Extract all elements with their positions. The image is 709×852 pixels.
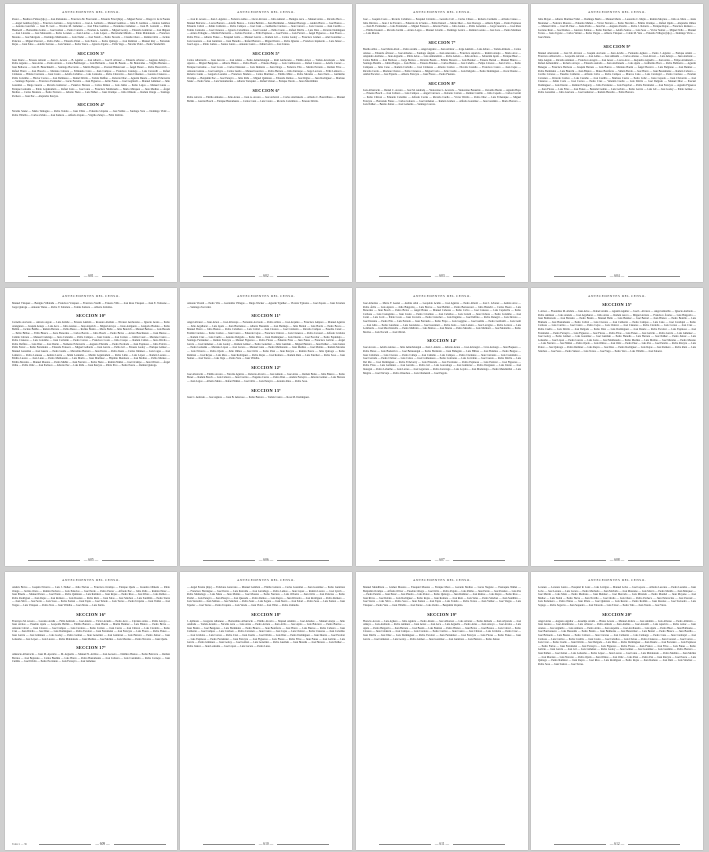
running-header: ANTECEDENTES DEL CENSO. xyxy=(237,294,295,298)
section-heading: SECCION 20ª xyxy=(602,611,632,617)
page-text-block xyxy=(363,302,521,566)
page-number: — 605 — xyxy=(12,558,170,562)
section-heading: SECCION 5ª xyxy=(252,50,280,56)
scanned-page xyxy=(531,572,703,850)
scanned-page xyxy=(5,572,177,850)
name-list-paragraph: Manuel Vázquez — Benigno Villafañe — Francisco Vázquez — Francisco Vasilli — Ernesto Villa — José Rosa Vásquez — Juan E. Vattuone — Jorge Quiroga — Antonio Weiss — Pedro V. Zabaleta — Tomás Zamora — Alberto Zeballos. xyxy=(12,302,170,309)
name-list-paragraph: Manuel Mendiburu — Gómez Moreno — Ezequiel Moreno — Enrique Mora — Gerardo Molina — Lucas Negrete — Eustaquio Núñez — Benjamín Ocampo — Alfredo Oliver — Eusebio Ortega — José Ortiz — Pedro Pagola — Luis Palma — Juan Pardo — José Paredes — Luis Paz — Pedro Peralta — Juan Pérez — José Pineda — Luis Ponce — Pedro Quiroga — Juan Ramírez — José Ramos — Luis Reyes — Pedro Ríos — Juan Rivas — José Robles — Luis Rodríguez — Pedro Rojas — Juan Romero — José Ruiz — Luis Salas — Pedro Sánchez — Juan Santillán — José Sierra — Luis Silva — Pedro Sosa — Juan Suárez — José Tapia — Luis Toledo — Pedro Torres — Juan Valdez — José Vargas — Luis Vázquez — Pedro Vera — Juan Villalba — José Zárate — Luis Zurita — Benjamín Urquiza. xyxy=(363,586,521,607)
name-list-paragraph: Amancio Albarracín — Juan M. Aparicio — M. Arguello — Manuel N. Arribas — José Ascoeta — Dalmiro Bustos — Pedro Balcarce — Ramón Barrios — José Bejarano — Carlos Biedma — Luis Bravo — Pedro Bustamante — José Cabrera — Luis Castañeda — Pedro Cornejo — Juan Cuitiño — José Dávila — Pedro Escalante — Luis Ferreyra — José Giménez. xyxy=(12,653,170,664)
running-header: ANTECEDENTES DEL CENSO. xyxy=(413,294,471,298)
name-list-paragraph: Pastor — Basilisco Fidias (hijo) — José Pamandes — Francisco M. Fiorovanti — Eduardo Fried (hijo) — Miguel Ferrer — Diego O. de la Fuente — Angel Gamboa (hijo) — Francisco Galiana — Jorge Gálvez — José A. Gallardo — Manuel Gamboa — Julio E. Gamboa — Isidoro Gamboa — Antonio Garófalo — Juan B. Gari — Nicolás M. Giménez — José Elías Gamboa — Estanislao Giménez — Juan H. Gottardi — Pablo Haskwell — Bernardino Galán — José Gómez — Pedro Carretto — Esteban A. Gentile — Miguel Godoy — Eduardo Gutiérrez — José Iñiguez — José Llorente — José Matossián — Pedro Lorenzo — Juan Lucino — Luis López — Bartolomé Mirada — Pablo Maldonado — Francisco Moreno — José Morgado — Domingo Maldonado — Luis Nader — José Natali — Pedro Noceda — Claudio Otero — Ramón Ortiz — Jacinto Palacios — Miguel Pascual — Pedro Peña — Eduardo Pérez — Luis Ponce — Pedro Quiroga — José Ramírez — Manuel Rey — Fernando Rojas — Juan Salas — Adolfo Serrano — Luis Suárez — Pedro Tanco — Ignacio Ugarte — Félix Vega — Nicolás Vidal — Pedro Vanderbilt. xyxy=(12,18,170,47)
section-heading: SECCION 13ª xyxy=(251,387,281,393)
page-text-block xyxy=(538,302,696,566)
name-list-paragraph: Antonio Vicenti — Pedro Vila — Gerónimo Villegas — Diego Wacker — Agustín Yguiñez — Vicente Yglesias — José Zapata — Juan Zavaleta — Santiago Zaccarini. xyxy=(187,302,345,309)
name-list-paragraph: Cornelio Acevedo — Aniceto Agote — Luis Aldabe — Ernesto Alemán — Rosauro Alemán — Nicanor Anchorena — Ignacio Arana — Pedro Aranguren — Joaquín Araujo — Luis Arce — Julio Arenas — Juan Argerich — Miguel Arroyo — Justo Astigueta — Gregorio Badano — Pedro Balbín — Jacinto Baliña — Ramón Barrera — Pablo Basso — Rufino Bazán — Mario Bello — Julio Bencich — Manuel Berisso — Luis Besada — Pablo Bilbao — Félix Blanco — Justo Bonorino — Carlos Borrás — Julio Bosch — Pedro Bravo — Arturo Buschiazzo — Juan Bustos — Camilo Cabrera — Manuel Cadelago — Justo Calandra — Pablo Campos — Juan Canale — José Carrizo — Julián Casal — Mariano Castro — Pedro Cisneros — Luis Colombo — Juan Corbalán — Pedro Correa — Francisco Costa — Julio Crespo — Ramón Cullen — Justo Dávila — Pedro Delfino — Luis Díaz — José Durán — Nemesio Echeverría — Augusto Elizalde — Pedro Escalada — Juan Espinosa — Julio Falcón — Pablo Ferrer — Pedro Fernández — Eduardo Fonseca — Miguel Gallardo — Juan García — Pablo Gil — Ernesto Godoy — Enrique Gómez — Manuel González — José Guerra — Pedro Guido — Marcelino Herrera — Juan Ibarra — Pedro Insúa — Carlos Jiménez — Luis Lagos — José Lamarca — Pedro Lanusse — Andrés Lastra — Julián Ledesma — Martín Leguizamón — Pedro Lima — Luis López — Ramón Lozano — Emilio Lucero — Juan Luna — Pedro Maldonado — Luis Marín — Juan Martínez — Hipólito Mendoza — José Molina — Pablo Montes — Emilio Morales — Manuel Moreno — Pedro Muñiz — Juan Navarro — Pedro Nieto — Ramón Núñez — José Ocampo — Juan Olivera — Ángel Oribe — Pablo Ortiz — José Pacheco — Alberto Paz — Luis Peña — Juan Pereyra — Pablo Pico — Pedro Ponce — Ramón Quiroga. xyxy=(12,321,170,368)
page-text-block xyxy=(187,18,345,282)
page-number: — 604 — xyxy=(538,274,696,278)
page-text-block xyxy=(363,18,521,282)
name-list-paragraph: — José R. Acosta — Juan J. Aguirre — Federico Aldao — Oscar Alvarez — Julio Amaral — Benigno Arce — Manuel Arias — Ricardo Baca — Manuel Balcarce — Lucas Barrera — Adolfo Barros — Carlos Beltrán — Juan Bermúdez — Manuel Borrego — Andrés Bravo — José Bustos — Eduardo Cabral — Julián Calderón — Pedro Campos — José Cané — Guillermo Cardoso — Juan Carrera — Luis Casares — Juan Castillo — Tomás Cernadas — José Cisneros — Ignacio Colombres — José Coronel — Pablo Cueto — Rafael Dávila — Luis Díaz — Ricardo Domínguez — Arturo Echagüe — Martín Echeverría — Jacinto Escobar — Félix Espinosa — José Farías — Luis Ferrari — Ángel Figueroa — José Flores — Pedro Frías — Alberto Funes — Ezequiel Gallo — Manuel García — Ramón Gil — Carlos Godoy — Francisco Gómez — Abel González — Luis Guerrero — José Gutiérrez — Juan Heredia — Rafael Herrera — Miguel Ibarra — Pedro Iglesias — Francisco Izquierdo — Luis Juárez — José Lagos — Pablo Lamas — Santos Lanza — Antonio Lastra — Julián Leiva — José Llanos. xyxy=(187,18,345,47)
page-text-block xyxy=(12,18,170,282)
signature-imprint: Tomo I. — 39 xyxy=(12,843,27,846)
running-header: ANTECEDENTES DEL CENSO. xyxy=(62,10,120,14)
name-list-paragraph: Manuel Aberastain — José M. Álvarez — Joaquín Acevedo — Juan Acuña — Fernando Agüero — Pedro J. Aguirre — Enrique Alaniz — Francisco Albarracín — Leopoldo Alcaraz — José Aldao — José Almeida — Carlos Alonso — José Alvear — Luis Amaya — Juan Andrade — Julio Angulo — Ricardo Antúnez — Francisco Aragón — José Araoz — Lucas Arce — Alejandro Arguello — Juan Arias — Felipe Arismendi — Rafael Armendáriz — Roberto Arroyo — Eduardo Astrada — Juan Avellaneda — Luis Ayala — Guillermo Baca — Pedro Balbastro — Agustín Banegas — Francisco Barboza — Joaquín Barreto — Luis Barros — Mariano Bazán — Ángel Becerra — Luis Belgrano — José Benítez — Pedro Bermúdez — Luis Bianchi — Juan Blanco — Mateo Bonifacio — Simón Borda — José Bravo — Juan Bustamante — Ramón Cabrera — Cecilio Cáceres — Eusebio Calderón — Alfredo Calvo — Pedro Campos — Marcos Cano — Luis Carabajal — Pedro Cardozo — Esteban Carranza — Ricardo Carrizo — Luis Castaño — José Castillo — Mariano Castro — Pedro Celiz — Justo Cepeda — Juan Chavarría — José Cisneros — Julián Coria — José Correa — Pedro Cruz — Valentín Cuello — Luis Dávila — José Delgado — Manuel Díaz — Pascual Domínguez — Luis Duarte — Ramón Echegaray — Julio Escalante — Luis Esquivel — Pablo Fernández — José Ferreyra — Agustín Figueroa — Juan Flores — Luis Frías — José Funes — Bernabé Gaitán — Luis Galván — Pedro García — Luis Gil — José Godoy — Pablo Gómez — Pedro González — Julio Guevara — José Gutiérrez — Ramón Heredia — Pablo Herrera. xyxy=(538,51,696,95)
section-heading: SECCION 14ª xyxy=(427,338,457,344)
name-list-paragraph: Carlos Albarracín — Juan Alcorta — José Alsina — Pedro Amuchástegui — Raúl Anchorena — Emilio Aráoz — Tomás Arredondo — Julio Ayerza — Miguel Bengolea — Alberto Blanco — Pedro Bosch — Ernesto Bunge — Luis Cambaceres — Rafael Casares — Adolfo Castex — Enrique Cernadas — José Costa — Carlos Daireaux — Luis Demaría — Juan Drago — Federico Elía — Martín Estrada — Ramón Frías — Antonio Gainza — José Garrigós — Carlos Guido — Manuel Guerrico — Pedro Herrera — Julio Iturraspe — Jorge Lacroze — Félix Lamarca — Roberto Lanús — Gregorio Lezama — Francisco Madero — Carlos Martínez — Emilio Mitre — Pedro Morales — Juan Naón — Guillermo Ocampo — Benjamín Paz — José Pereyra — Julio Peña — Miguel Quintana — Eduardo Ramos — José Riglos — Juan Rodríguez — Mariano Sáenz — Pedro Salas — Luis Santamarina — Alberto Tornquist — Rafael Unzué — Enrique Varela — Juan Zuberbühler. xyxy=(187,58,345,84)
page-text-block xyxy=(538,18,696,282)
page-text-block xyxy=(363,586,521,850)
section-heading: SECCION 7ª xyxy=(428,39,456,45)
scanned-page xyxy=(356,288,528,566)
page-number: — 601 — xyxy=(12,274,170,278)
name-list-paragraph: — Ángel Ezeiza (hijo) — Feliciano Garavano — Manuel Gambón — Emilio Galarza — Carlos González — Juan González — Pedro Gutiérrez — Francisco Harriague — José Ibarra — Luis Iturralde — José Larrañaga — Pedro Lemos — Juan López — Ramón Lucero — José Lynch — Pedro Madariaga — Luis Maza — Juan Molina — José Moreno — Pedro Nevares — Luis Oliveira — Juan Ortiz — José Palacios — Pedro Pardal — Luis Pereyra — Juan Pineyro — José Quesada — Pedro Ramos — Luis Reyes — Juan Rivarola — José Rodríguez — Pedro Romero — Luis Saavedra — Juan Salinas — José Sánchez — Pedro Sanz — Luis Segura — Juan Sierra — José Solari — Pedro Sosa — Luis Suárez — Juan Tejedor — José Torres — Pedro Urquiza — Luis Varela — Juan Vidal — José Villar — Pedro Zamudio. xyxy=(187,586,345,607)
name-list-paragraph: Francisco M. Acosta — Lorenzo Acuña — Félix Andrada — José Antelo — Víctor Aranda — Pedro Arce — Cipriano Arias — Pablo Arroyo — Juan Ávalos — Eusebio Ayala — Leopoldo Balbín — Emilio Barrera — Juan Bazán — Martín Benítez — Luis Blanco — Pedro Bravo — Antonio Cabral — Juan Cáceres — José Campos — Luis Cardozo — Pedro Carrizo — Juan Castro — José Chávez — Luis Córdoba — Pedro Cruz — Juan Dávila — José Díaz — Luis Domínguez — Pedro Escobar — Juan Fernández — José Ferreyra — Luis Flores — Pedro Funes — Juan García — José Giménez — Luis Godoy — Pedro Gómez — Juan González — José Gutiérrez — Luis Herrera — Pedro Juárez — Juan Ledesma — José López — Luis Lucero — Pedro Maldonado — Juan Medina — José Molina — Luis Morales — Pedro Navarro — Juan Ojeda. xyxy=(12,619,170,641)
section-heading: SECCION 4ª xyxy=(77,102,105,108)
section-heading: SECCION 18ª xyxy=(251,611,281,617)
name-list-paragraph: Nicolás Sáenz — Mario Tamagno — Pedro Toledo — Juan Ullúa — Eduardo Urquiza — José Valdés — Santiago Vera — Domingo Vidal — Pedro Villalba — Carlos Zabala — José Zamora — Alfredo Zapata — Virgilio Zelaya — Félix Zubiría. xyxy=(12,110,170,117)
name-list-paragraph: Andrés Bravo — Joaquín Navarro — Luis J. Nuñez — Julio Nievas — Francisco Ocampo — Enrique Ojeda — Lisandro Olmedo — Pablo Ortega — Jacinto Otero — Ramón Pacheco — Luis Palacios — José Pardo — Pedro Pastor — Alfredo Paz — Julio Peña — Ramón Pérez — Juan Pineda — Manuel Ponce — José Prado — Pedro Quintana — Luis Ramírez — Juan Reyes — Pedro Ríos — José Rivas — Luis Robles — Pedro Rodríguez — Juan Rojas — José Romero — Luis Rosales — Pedro Ruiz — Juan Salas — José Sánchez — Luis Santillán — Pedro Sierra — Juan Silva — José Soria — Luis Sosa — Pedro Suárez — Juan Tapia — José Toledo — Luis Torres — Pedro Urquiza — Juan Valdez — José Vargas — Luis Vázquez — Pedro Vera — Juan Villalba — José Zárate — Luis Zurita. xyxy=(12,586,170,607)
running-header: ANTECEDENTES DEL CENSO. xyxy=(413,10,471,14)
scanned-page xyxy=(5,4,177,282)
name-list-paragraph: Lorenzo — Lorenzo Lanza — Ezequiel R. Lanz — Luis Lavigna — Manuel Leiva — José Lepore — Alfredo Lescano — Pedro Lezama — Juan Lobo — José Lozano — Luis Lucero — Pedro Machado — Juan Malvido — José Manzano — Luis Marcó — Pedro Mariño — Juan Márquez — José Martín — Luis Mata — Pedro Medrano — Juan Méndez — José Mercado — Luis Miranda — Pedro Montiel — Juan Moyano — José Muñoz — Luis Nadal — Pedro Nieva — Juan Novillo — José Oroño — Luis Otero — Pedro Pacheco — Juan Palavecino — José Pascual — Luis Pedernera — Pedro Pintos — Juan Prieto — José Quintero — Luis Rearte — Pedro Roldán — Juan Rosales — José Saavedra — Luis Sayago — Pedro Segovia — Juan Sequeira — José Taborda — Luis Tévez — Pedro Tula — Juan Varela — José Viera. xyxy=(538,586,696,607)
section-heading: SECCION 16ª xyxy=(76,611,106,617)
page-text-block xyxy=(12,586,170,850)
name-list-paragraph: Horacio Acosta — Luis Agüero — Julio Aguirre — Pedro Alanís — José Albornoz — Luis Alcaraz — Pedro Almada — Juan Alvarado — José Amaya — Luis Andrada — Pedro Antúnez — Juan Aráoz — José Arce — Luis Arguello — Pedro Arias — Juan Arroyo — José Ávalos — Luis Ayala — Pedro Baigorria — Juan Barrera — José Bazán — Luis Benítez — Pedro Blanco — Juan Bravo — José Bustos — Luis Cabral — Pedro Cáceres — Juan Calderón — José Campos — Luis Cardozo — Pedro Carrizo — Juan Castro — José Chávez — Luis Córdoba — Pedro Cruz — Juan Dávila — José Díaz — Luis Domínguez — Pedro Escobar — Juan Fernández — José Ferreyra — Luis Flores — Pedro Funes — Juan García — José Giménez — Luis Godoy — Pedro Gómez — Juan González — José Gutiérrez — Luis Herrera — Pedro Juárez. xyxy=(363,619,521,641)
section-heading: SECCION 9ª xyxy=(603,43,631,49)
name-list-paragraph: Juan C. Andrade — José Agüero — Juan B. Amoroso — Pedro Barrera — Tomás Castro — Rosa M. Domínguez. xyxy=(187,395,310,399)
name-list-paragraph: José Abarracín — Emilio Acosta — Nicolás Aguirre — Roberto Alcorta — José Amado — José Arias — Ramón Balsa — Julio Bianco — Pedro Bonet — Ramón Bosch — Luis Cabrera — Juan Carrizo — Eugenio Castro — Pedro Díaz — Andrés Ferreyra — Alberto Gómez — Luis Herrera — Juan Lagos — Alberto Mena — Rafael Núñez — José Ortiz — Luis Pereyra — Antonio Ríos — Pedro Sosa. xyxy=(187,372,345,383)
running-header: ANTECEDENTES DEL CENSO. xyxy=(588,578,646,582)
name-list-paragraph: Ángel Arias — Augusto Aguilar — Anselmo Acuña — Bruno Acosta — Manuel Aldaco — José Alemán — Luis Alfonso — Pedro Almirón — Juan Alonso — José Altamirano — Luis Álvarez — Pedro Amado — Juan Andino — José Ansaldi — Luis Aparicio — Pedro Aráoz — Juan Arenas — José Argüello — Luis Armesto — Pedro Arrúa — Juan Aspeitia — José Avellaneda — Luis Ayala — Pedro Báez — Juan Balbuena — José Barrionuevo — Luis Basualdo — Pedro Bazán — Juan Belmonte — José Benavídez — Luis Bernal — Pedro Blanco — Juan Bonilla — José Brizuela — Luis Bustos — Pedro Cabrera — Juan Cáceres — José Calderón — Luis Camargo — Pedro Cano — Juan Carabajal — José Cardozo — Luis Carrizo — Pedro Castillo — Juan Castro — José Ceballos — Luis Chaves — Pedro Cisneros — Juan Coronel — José Correa — Luis Cruz — Pedro Cuello — Juan Dávila — José Delgado — Luis Díaz — Pedro Domínguez — Juan Duarte — José Escudero — Luis Espinosa — Pedro Farías — Juan Fernández — José Ferreyra — Luis Figueroa — Pedro Flores — Juan Franco — José Frías — Luis Funes — Pedro Galván — Juan García — José Gil — Luis Giménez — Pedro Godoy — Juan Gómez — José González — Luis Guzmán — Pedro Herrera — Juan Ibáñez — José Juárez — Luis Ledesma — Pedro López — Juan Lucero — José Luna — Luis Maldonado — Pedro Medina — Juan Molina — José Morales — Luis Navarro — Pedro Ojeda — Juan Olmos — José Ortiz — Luis Páez — Pedro Paz — Juan Pereyra — José Ponce — Luis Quiroga — Pedro Ramírez — Juan Reyes — José Ríos — Luis Rodríguez — Pedro Rojas — Juan Romero — José Ruiz — Luis Sánchez — Pedro Sosa — Juan Suárez — José Torres. xyxy=(538,619,696,666)
running-header: ANTECEDENTES DEL CENSO. xyxy=(62,294,120,298)
name-list-paragraph: José Acosta — Adolfo Alonso — Julio Amuchástegui — Juan J. Antelo — Alberto Arana — José Aristegui — Cruz Arzuaga — Juan Baquero — Pedro Bares — Luis Bazterrica — José Belaustegui — Pedro Beristain — Juan Bidegain — Luis Bilbao — José Bolaños — Pedro Burgos — Juan Caballero — Luis Cáceres — Pedro Calleja — José Camaño — Luis Campos — Pedro Cárdenas — Juan Carranza — Luis Castañeda — José Cerrudo — Pedro Chávez — Luis Cobos — José Colmenares — Pedro Contreras — Luis Corvalán — José Cuesta — Pedro Dávila — Luis Del Río — José Domínguez — Pedro Echeverry — Luis Elizondo — José Escalante — Pedro Espinosa — Luis Estévez — José Figueroa — Pedro Frías — Luis Galíndez — José Garrido — Pedro Gil — Luis Gorostiaga — José Gutiérrez — Pedro Ibarguren — Luis Iriarte — José Jáuregui — Pedro Labarthe — Luis Larrea — José Legarreta — Pedro Lizarraga — Luis Loyola — José Madariaga — Pedro Mendizábal — Luis Mugica — José Narvaja — Pedro Olaechea — Luis Otamendi — José Pagola. xyxy=(363,346,521,375)
scanned-page xyxy=(531,288,703,566)
name-list-paragraph: J. Aráoz — Florentino M. Abdala — Juan Arias — Rafael Acuña — Agustín Aguilar — José L. Álvarez — Ángel Amarillo — Ignacio Andrada — Pedro Antúnez — Luis Aranda — José Argañaraz — Julio Arias — Ramón Aroca — Miguel Arrieta — Francisco Ávalos — Luis Baigorria — Juan Balmaceda — José Barreiro — Pedro Bazán — Manuel Bello — Luis Benítez — José Bernal — Juan Blanco — Pedro Bonilla — Luis Brizuela — José Bustamante — Pedro Cabral — Luis Cáceres — José Calderón — Pedro Campos — Luis Cano — José Carabajal — Pedro Cardozo — Luis Carrizo — José Castro — Pedro Cejas — Luis Chávez — José Cisneros — Pedro Córdoba — Luis Correa — José Cruz — Pedro Cuello — Luis Dávila — José Delgado — Pedro Díaz — Luis Domínguez — José Duarte — Pedro Escobar — Luis Espinosa — José Fernández — Pedro Ferreyra — Luis Figueroa — José Flores — Pedro Frías — Luis Funes — José Galván — Pedro García — Luis Giménez — José Godoy — Pedro Gómez — Luis González — José Guzmán — Pedro Heredia — Luis Herrera — José Ibáñez — Pedro Juárez — Luis Ledesma — José López — Pedro Lucero — Luis Luna — José Maldonado — Pedro Medina — Luis Molina — José Morales — Pedro Moreno — Luis Navarro — José Núñez — Pedro Ojeda — Luis Olmos — José Ortiz — Pedro Páez — Luis Paz — José Peralta — Pedro Pereyra — Luis Ponce — José Quiroga — Pedro Ramírez — Luis Reyes — José Ríos — Pedro Rodríguez — Luis Rojas — José Romero — Pedro Ruiz — Luis Sánchez — José Sosa — Pedro Suárez — Luis Torres — José Vega — Pedro Vera — Luis Villalba — José Zalazar. xyxy=(538,310,696,353)
running-header: ANTECEDENTES DEL CENSO. xyxy=(237,578,295,582)
running-header: ANTECEDENTES DEL CENSO. xyxy=(588,294,646,298)
scanned-page xyxy=(180,4,352,282)
section-heading: SECCION 15ª xyxy=(602,302,632,307)
name-list-paragraph: Basilio Abba — José María Abad — Pedro Acuña — Angel Aguirre — Juan Alcázar — Jorge Alemán — Luis Alfaro — Tomás Almada — Carlos Alonso — Eduardo Álvarez — José Amadeo — Santiago Ángulo — Juan Anzorena — Francisco Aparicio — Ramón Araujo — Mario Arce — Alejandro Arellano — Juan Arguello — Pablo Arias — Luis Armendáriz — Pedro Arrieta — Julio Avalos — Sebastián Ayala — Enrique Báez — Carlos Balbín — José Barbosa — Jorge Barrios — Ricardo Bazán — Emilio Becerra — Luis Benítez — Ernesto Bernal — Manuel Blanco — Santiago Bonilla — Julián Borges — Luis Bravo — Ernesto Briones — Carlos Bustos — José Cabello — Felipe Cáceres — Juan Calvo — Pedro Campana — Julio Cano — Ramón Carballo — José Cárdenas — Alberto Carrizo — Nicolás Castaño — Francisco Castro — Juan Cejas — Ricardo Cerda — Mariano Chaves — Pablo Cisneros — Miguel Coria — Julio Cuello — Luis Delgado — Pedro Domínguez — Oscar Duarte — Aníbal Escobar — José Fajardo — Alberto Ferreyra — Juan Flores — Pedro Fuentes. xyxy=(363,47,521,77)
scanned-page xyxy=(180,572,352,850)
page-number: — 607 — xyxy=(363,558,521,562)
page-number: — 610 — xyxy=(187,842,345,846)
page-number: — 602 — xyxy=(187,274,345,278)
name-list-paragraph: Ángel Alvarez — Juan Aráoz — José Albarapa — Fernando Acevedo — Pedro Alfaro — José Arquino — Francisco Amparo — Manuel Aguirre — Julio Argañaraz — Luis Ayala — Juan Barrientos — Alberto Basualdo — José Bermejo — Julio Bernal — Luis Borda — Pedro Bosco — Manuel Bravo — Julio Bustos — Pedro Caballero — Luis Cabral — Juan Cáceres — José Calderón — Ricardo Campos — Eusebio Canal — Fermín Cardozo — Pedro Carrizo — Juan Castro — Eduardo Cejas — Francisco Chávez — Luis Cisneros — Pedro Coronel — Alfredo Córdoba — Ramón Cruz — Luis Cuello — Antonio Delgado — Pedro Díaz — Juan Domínguez — Luis Duarte — José Escobar — Pedro Espíndola — Santiago Fernández — Ramón Ferreyra — Manuel Figueroa — Pedro Flores — Eduardo Frías — Juan Funes — Francisco Galván — Ángel García — José Giménez — Luis Godoy — Ramón Gómez — Pedro González — Julio Guzmán — Miguel Herrera — Juan Ibáñez — Luis Juárez — Pedro Ledesma — Mariano López — José Lucero — Manuel Luna — Pedro Maldonado — Juan Medina — José Molina — Ramón Morales — Luis Navarro — Pedro Ojeda — Julio Olmos — José Ortiz — Pedro Páez — Juan Pereyra — Ramón Ponce — Julio Quiroga — Pedro Ramírez — José Reyes — Luis Ríos — Juan Rodríguez — Pedro Rojas — José Romero — Ramón Ruiz — Luis Sánchez — Pedro Sosa — Juan Suárez — José Torres — Luis Vega — Pedro Vera — Juan Villalba. xyxy=(187,321,345,361)
page-number: — 606 — xyxy=(187,558,345,562)
section-heading: SECCION 6ª xyxy=(252,87,280,93)
section-heading: SECCION 11ª xyxy=(251,313,281,319)
name-list-paragraph: J. Ayñiesta — Gregorio Albanese — Bernardino Albarracín — Emilio Alcorta — Manuel Alemán — José Amadeo — Manuel Anaya — Julio Andrade — Tomás Aranda — Nicolás Arce — Luis Arias — Pedro Arrieta — Juan Ávila — José Ayala — Luis Balcarce — Pedro Barrios — Juan Bazán — José Bengolea — Luis Bermúdez — Pedro Blanco — Juan Bonifacio — José Bravo — Luis Bustos — Pedro Cabrera — Juan Calderón — José Campos — Luis Cardozo — Pedro Carranza — Juan Castro — José Cejas — Luis Chávez — Pedro Cisneros — Juan Colombo — José Córdoba — Luis Correa — Pedro Cruz — Juan Cuello — José Dávila — Luis Díaz — Pedro Domínguez — Juan Duarte — José Escobar — Luis Espinosa — Pedro Fernández — Juan Ferreyra — José Figueroa — Luis Flores — Pedro Frías — Juan Funes — José Galván — Luis García — Pedro Giménez — Juan Godoy — José Gómez — Luis González — Pedro Guzmán — Juan Heredia — José Herrera — Luis Ibáñez — Pedro Juárez — Juan Ledesma — José López — Luis Lucero — Pedro Luna. xyxy=(187,619,345,648)
scanned-page xyxy=(356,4,528,282)
section-heading: SECCION 19ª xyxy=(427,611,457,617)
page-text-block xyxy=(187,302,345,566)
name-list-paragraph: José — Joaquín Costa — Ricardo Caballero — Ezequiel Córdoba — Gerardo Coll — Carlos Chiesa — Roberto Cermeño — Alfredo Cuneo — Julio Dávalos — Juan J. de Ezcurra — Eduardo de la Serna — Pablo Denevi — Mario Diez — José Dorrego — Alberto Eguía — Pedro Espinosa — Juan B. Fernández — Luis Fernández — Miguel Fonseca — Alberto Freire — Julio Gadea — Pablo González — Jorge Guerrico — José Imaz — Emilio Insausti — Ricardo Jordán — Arturo Lagos — Manuel Lavalle — Domingo Lezica — Ramón Lozano — José Luro — Pedro Martínez — Luis Morón. xyxy=(363,18,521,36)
page-number: — 609 — xyxy=(35,842,170,846)
page-text-block xyxy=(538,586,696,850)
section-heading: SECCION 17ª xyxy=(76,645,106,651)
section-heading: SECCION 10ª xyxy=(76,313,106,319)
name-list-paragraph: Luis Albarracín — Daniel C. Acosta — José M. Andrada — Wenceslao L. Acevedo — Wenceslao Basualdo — Oswaldo Bazán — Agustín Bayo — Ernesto Bosch — José Cabrera — Luis Campos — Ángel Carrasco — Roberto Carrizo — Ramón Castillo — Julio Cepeda — Carlos Cerruti — Pedro Chávez — Eduardo Colombo — Alfredo Cortés — Ricardo Cuello — Víctor Dávila — Pedro Díaz — Luis Echenique — Miguel Ferreyra — Hernando Funes — Carlos Galarza — José Giménez — Ramón Gómez — Alfredo González — Juan Guzmán — Mario Herrera — Luis Ibáñez — Benito Juárez — José Ledesma — Santiago Lucero. xyxy=(363,88,521,107)
section-heading: SECCION 3ª xyxy=(77,50,105,56)
page-number: — 608 — xyxy=(538,558,696,562)
scanned-page xyxy=(356,572,528,850)
name-list-paragraph: Pedro Alcorta — Emilio Amadeo — Julio Arana — Juan A. Acosta — José Achaval — Carlos Avellaneda — Alfredo C. Basavilbaso — Manuel Bellán — Gastón Bosch — Enrique Bustamante — Carlos Cané — Luis Castro — Ricardo Colombres — Ernesto Dávila. xyxy=(187,95,345,103)
scanned-page xyxy=(180,288,352,566)
running-header: ANTECEDENTES DEL CENSO. xyxy=(62,578,120,582)
running-header: ANTECEDENTES DEL CENSO. xyxy=(413,578,471,582)
running-header: ANTECEDENTES DEL CENSO. xyxy=(588,10,646,14)
section-heading: SECCION 12ª xyxy=(251,364,281,370)
page-number: — 611 — xyxy=(363,842,521,846)
scanned-page xyxy=(5,288,177,566)
page-number: — 612 — xyxy=(538,842,696,846)
name-list-paragraph: José Amorino — Mario F. Asensi — Andrés Abal — Leopoldo Acuña — José Aguirre — Pedro Alberti — José J. Álvarez — Andrés Arce — Pedro Ávila — Luis Ayerza — Julio Baigorria — Luis Barcos — José Bellini — Pedro Bernasconi — Julio Bianchi — Carlos Boero — Luis Bonorino — Juan Bosch — Pedro Bravo — Ángel Bruno — Manuel Cabezas — Pedro Calvo — José Canessa — Luis Capdevila — Pedro Carbone — Luis Castagnino — Juan Castro — Pedro Cavallero — José Ceballos — Luis Cerutti — Juan Cichero — Pedro Colombo — José Conti — Luis Corti — Pablo Costa — Juan Crovetto — Pedro Curuchet — Luis Dagnino — José Delfino — Pedro Denegri — Luis Devoto — José Durante — Pedro Elía — Luis Estrada — Juan Ferrando — Pedro Firpo — Luis Gaggino — José Gamba — Pedro Garibaldi — Luis Gatti — José Ghio — Pedro Giordano — Luis Grondona — José Guarnieri — Pedro Isola — Luis Lanata — José Lavagna — Pedro Lertora — Luis Lombardo — José Macchiavello — Pedro Malbrán — Luis Mattos — José Mazza — Pedro Merello — Luis Molinari — José Montaldo — Pedro Morixe — Luis Nocetti — José Olivari. xyxy=(363,302,521,334)
section-heading: SECCION 8ª xyxy=(428,80,456,86)
name-list-paragraph: Juan Iriarte — Ernesto Abranti — Juan C. Acosta — B. Aguilar — José Alberti — José P. Alvarez — Eduardo Alvarez — Augusto Amaya — Pedro Argento — Juan Arias — Pedro Arrieta — Carlos Bamberger — Luis Balbarde — Juan M. Basalo — M. Benavides — Virgilio Bioleau — Juan Bellacao — Luis B. Bianchinelli — Santiago Boccardo — Martín Bergalo — Pascual Bittencourt — Ángel Bonet — Pedro Boscovich — Rafael Bravo — José Brescia — Mariano Cabrera — Edmundo Cairo — Juan Campos — Francisco Canalejo — Luis Caravelli — Rafael Cárdenas — Hilario Carranza — Juan Castro — Adolfo Ceballos — Luis Cernadas — Pedro Chavarría — Juan Cifuentes — Lorenzo Cisneros — Pablo Colombo — Héctor Correa — José Dalmasso — Daniel Dávila — Tomás Delfino — Roberto Díaz — Agustín Duarte — Pedro Echeverría — Santiago Espósito — Francisco Fernández — Lucio Ferreira — Juan Figueroa — Atilio Funes — José Gagliardi — Manuel Giménez — Julio González — Diego Guerra — Ricardo Gutiérrez — Federico Herrera — Carlos Ibáñez — Luis Jaime — Pedro Lagos — Manuel Lanza — Enrique Ledesma — Pablo Leguizamón — Rafael Lista — José Luna — Francisco Maldonado — Mario Márquez — Juan Medina — Ángel Molina — Carlos Montero — Pedro Navarro — Alberto Nieto — Luis Núñez — Juan Ocampo — Julio Olmedo — Ramón Ortega — Santiago Pacheco — Juan Paz — Alejandro Pereyra. xyxy=(12,58,170,98)
page-text-block xyxy=(187,586,345,850)
scanned-page xyxy=(531,4,703,282)
page-number: — 603 — xyxy=(363,274,521,278)
name-list-paragraph: Julio Mayer — Alberto Martínez Vidal — Domingo Merlo — Manuel Merlo — Leonardo C. Mejía — Ramón Moyano — Julio A. Mora — Jesús Montaner — Federico Moreno — Eduardo Muñoz — Víctor Navarro — Pedro Nicolini — Emilio Ocampo — Rafael Ojeda — Alejandro Olmos — Manuel Ortiz — José M. Páez — Jesús Pardo — Juan Paz — Augusto Peralta — Pedro J. Roberts — Enrique Rojas — Francisco Romero — Luciano Ruiz — José Ramos — Gustavo Salinas — Pedro Sánchez — Adolfo Santos — Luis Sosa — Víctor Suárez — Miguel Tello — Manuel Torres — Justo Ugarte — Carlos Valdez — Pedro Vargas — Alberto Vázquez — Cabín M. Vera — Eduardo Villagra (hijo) — Domingo Vivas — José Zárate. xyxy=(538,18,696,39)
running-header: ANTECEDENTES DEL CENSO. xyxy=(237,10,295,14)
page-text-block xyxy=(12,302,170,566)
